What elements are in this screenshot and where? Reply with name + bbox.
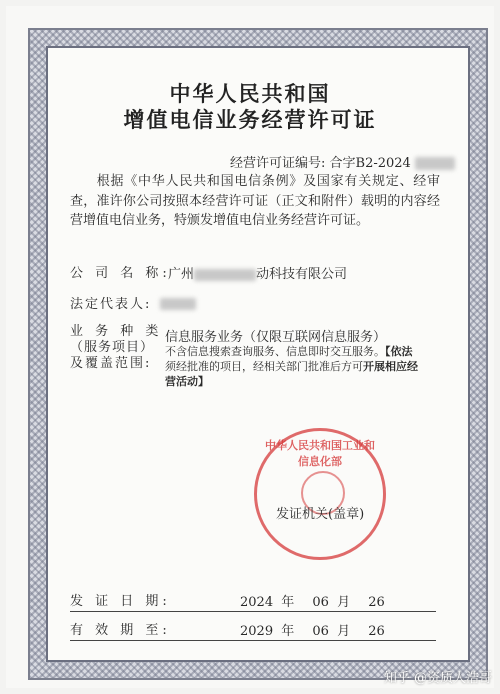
license-number-value: 合字B2-2024: [329, 156, 411, 171]
company-row: [70, 262, 171, 281]
issue-year: 2024: [240, 595, 274, 610]
year-char: 年: [281, 595, 295, 610]
issue-date-value: [240, 591, 385, 610]
divider-line: [70, 611, 436, 612]
company-value: [168, 263, 347, 282]
redacted-block: [160, 298, 196, 310]
month-char: 月: [337, 595, 351, 610]
business-note-line2-bold: 开展相应经: [363, 360, 418, 373]
business-label: [70, 324, 162, 372]
issuer-label: 发证机关(盖章): [276, 507, 365, 522]
issue-date-row: [70, 590, 171, 609]
seal-text: 中华人民共和国工业和信息化部: [265, 439, 375, 468]
business-note-plain: 不含信息搜索查询服务、信息即时交互服务。: [165, 345, 385, 358]
official-seal: [254, 428, 386, 560]
legal-rep-label: 法定代表人:: [70, 297, 152, 312]
license-number-label: 经营许可证编号:: [230, 156, 326, 171]
preamble-text: 根据《中华人民共和国电信条例》及国家有关规定、经审查，准许你公司按照本经营许可证（正文和附件）载明的内容经营增值电信业务，特颁发增值电信业务经营许可证。: [70, 174, 440, 228]
business-note-line-2: [165, 359, 418, 374]
valid-month: 06: [312, 624, 329, 639]
year-char: 年: [281, 624, 295, 639]
business-main: 信息服务业务（仅限互联网信息服务）: [165, 330, 387, 345]
business-note-line-3: [165, 374, 209, 389]
license-number: [230, 152, 455, 171]
business-note-line2-plain: 须经批准的项目，经相关部门批准后方可: [165, 360, 363, 373]
month-char: 月: [337, 624, 351, 639]
valid-day: 26: [368, 624, 385, 639]
business-label-line-3: 及覆盖范围:: [70, 356, 152, 371]
business-note-line3-bold: 营活动】: [165, 375, 209, 388]
preamble-paragraph: [70, 172, 440, 231]
issue-month: 06: [312, 595, 329, 610]
business-label-line-1: 业 务 种 类: [70, 324, 163, 339]
redacted-block: [415, 157, 455, 170]
valid-year: 2029: [240, 624, 274, 639]
watermark: 知乎 @资质人浩哥: [383, 671, 492, 686]
legal-rep-row: [70, 293, 196, 312]
company-value-prefix: 广州: [168, 267, 195, 282]
business-note-bold: 【依法: [385, 345, 413, 358]
valid-date-value: [240, 620, 385, 639]
issue-day: 26: [368, 595, 385, 610]
company-label: 公 司 名 称:: [70, 266, 171, 281]
divider-line: [70, 640, 436, 641]
business-label-line-2: （服务项目）: [70, 340, 155, 355]
valid-date-label: 有 效 期 至:: [70, 623, 171, 638]
business-note-line-1: [165, 344, 413, 359]
title-line-1: 中华人民共和国: [169, 81, 331, 106]
redacted-block: [194, 269, 256, 281]
issue-date-label: 发 证 日 期:: [70, 594, 171, 609]
valid-date-row: [70, 619, 171, 638]
company-value-suffix: 动科技有限公司: [256, 267, 348, 282]
title-line-2: 增值电信业务经营许可证: [123, 107, 377, 132]
